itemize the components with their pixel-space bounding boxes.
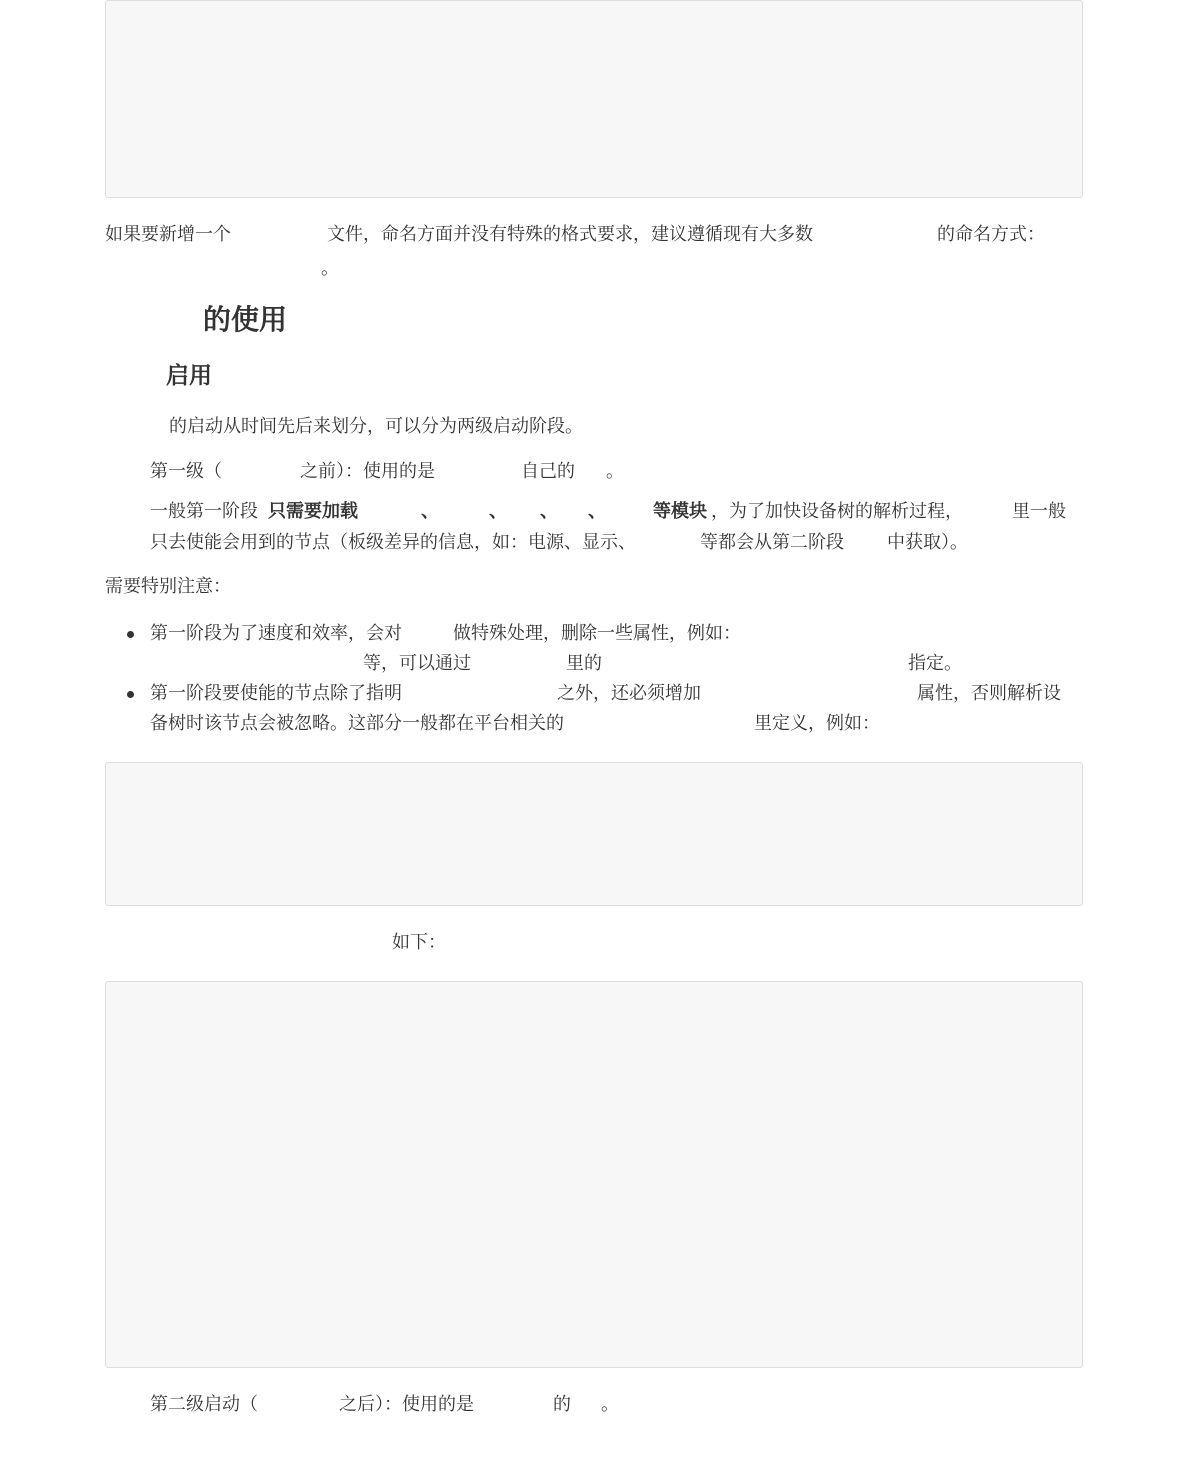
stage1-detail-part2: ，为了加快设备树的解析过程， — [711, 501, 963, 522]
bullet-dot-2 — [127, 691, 134, 698]
stage1-detail-sep1: 、 — [421, 501, 439, 522]
stage1-part3: 自己的 — [521, 461, 575, 482]
stage2-part4: 。 — [601, 1394, 619, 1415]
bullet1-part1: 第一阶段为了速度和效率，会对 — [150, 623, 402, 644]
para-new-file-part2: 文件，命名方面并没有特殊的格式要求，建议遵循现有大多数 — [327, 224, 813, 245]
stage1-detail-line2-part3: 中获取）。 — [887, 532, 968, 553]
code-block-top — [105, 0, 1083, 198]
stage1-detail-bold2: 等模块 — [653, 501, 707, 522]
bullet2-part1: 第一阶段要使能的节点除了指明 — [150, 683, 402, 704]
stage1-detail-line2-part2: 等都会从第二阶段 — [700, 532, 844, 553]
para-new-file-part1: 如果要新增一个 — [105, 224, 231, 245]
stage1-part2: 之前）：使用的是 — [300, 461, 435, 482]
bullet1-line2-part1: 等，可以通过 — [363, 653, 471, 674]
bullet-dot-1 — [127, 631, 134, 638]
stage1-detail-sep4: 、 — [588, 501, 606, 522]
bullet2-line2-part2: 里定义，例如： — [754, 713, 880, 734]
stage1-detail-sep2: 、 — [489, 501, 507, 522]
code-block-bottom — [105, 981, 1083, 1368]
as-follows: 如下： — [392, 932, 446, 953]
bullet2-part2: 之外，还必须增加 — [557, 683, 701, 704]
para-boot-stages: 的启动从时间先后来划分，可以分为两级启动阶段。 — [169, 416, 583, 437]
bullet2-line2-part1: 备树时该节点会被忽略。这部分一般都在平台相关的 — [150, 713, 564, 734]
stage1-detail-part1: 一般第一阶段 — [150, 501, 258, 522]
stage2-part3: 的 — [553, 1394, 571, 1415]
stage1-detail-line2-part1: 只去使能会用到的节点（板级差异的信息，如：电源、显示、 — [150, 532, 636, 553]
stage2-part1: 第二级启动（ — [150, 1394, 258, 1415]
code-block-middle — [105, 762, 1083, 906]
heading-enable: 启用 — [166, 363, 212, 389]
stage2-part2: 之后）：使用的是 — [339, 1394, 474, 1415]
bullet2-part3: 属性，否则解析设 — [917, 683, 1061, 704]
stage1-part4: 。 — [606, 461, 624, 482]
heading-usage: 的使用 — [203, 303, 288, 336]
bullet1-line2-part2: 里的 — [566, 653, 602, 674]
note-heading: 需要特别注意： — [105, 576, 231, 597]
stage1-part1: 第一级（ — [150, 461, 222, 482]
bullet1-line2-part3: 指定。 — [908, 653, 962, 674]
bullet1-part2: 做特殊处理，删除一些属性，例如： — [453, 623, 741, 644]
stage1-detail-sep3: 、 — [540, 501, 558, 522]
stage1-detail-part3: 里一般 — [1012, 501, 1066, 522]
para-new-file-line2: 。 — [321, 258, 339, 279]
para-new-file-part3: 的命名方式： — [937, 224, 1045, 245]
stage1-detail-bold1: 只需要加载 — [268, 501, 358, 522]
